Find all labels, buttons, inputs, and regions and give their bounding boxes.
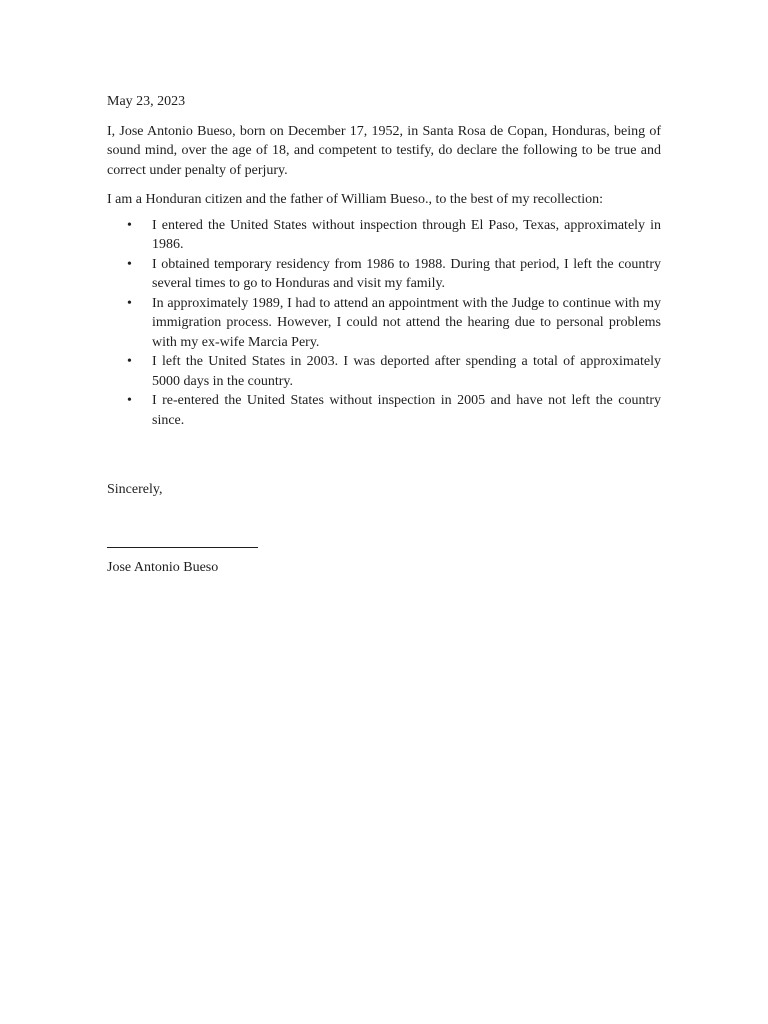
closing-text: Sincerely,: [107, 482, 163, 497]
fact-text: I left the United States in 2003. I was deported after spending a total of approximately 5000 days in the country.: [152, 354, 661, 389]
list-item: [107, 391, 661, 430]
lead-paragraph: I am a Honduran citizen and the father of William Bueso., to the best of my recollection:: [107, 192, 604, 207]
intro-paragraph: I, Jose Antonio Bueso, born on December 17, 1952, in Santa Rosa de Copan, Honduras, being of sound mind, over the age of 18, and competent to testify, do declare the following to be true and correct under penalty of perjury.: [107, 123, 661, 178]
bullet-icon: •: [127, 393, 132, 408]
bullet-icon: •: [127, 217, 132, 233]
list-item: [107, 352, 661, 391]
fact-text: I obtained temporary residency from 1986 to 1988. During that period, I left the country several times to go to Honduras and visit my family.: [152, 256, 661, 291]
declaration-letter: [107, 92, 661, 577]
fact-text: In approximately 1989, I had to attend an appointment with the Judge to continue with my immigration process. However, I could not attend the hearing due to personal problems with my ex-wife Marcia Pery.: [152, 295, 661, 350]
list-item: [107, 216, 661, 255]
signature-line: [107, 547, 258, 548]
bullet-icon: •: [127, 256, 132, 272]
list-item: [107, 255, 661, 294]
bullet-icon: •: [127, 354, 132, 369]
fact-text: I entered the United States without inspection through El Paso, Texas, approximately in 1986.: [152, 217, 661, 252]
signer-name: Jose Antonio Bueso: [107, 559, 219, 575]
fact-text: I re-entered the United States without inspection in 2005 and have not left the country since.: [152, 393, 661, 428]
facts-list: [107, 216, 661, 431]
bullet-icon: •: [127, 295, 132, 311]
letter-date: May 23, 2023: [107, 94, 186, 109]
list-item: [107, 294, 661, 353]
